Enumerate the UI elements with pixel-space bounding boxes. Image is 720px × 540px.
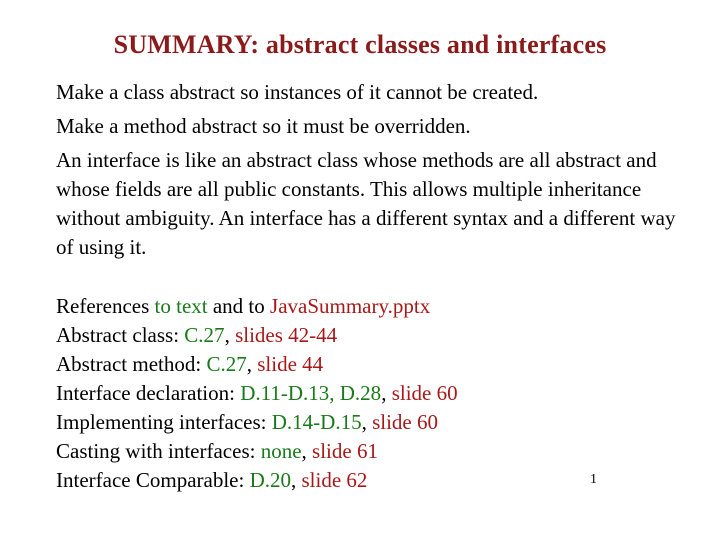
reference-separator: , (301, 439, 313, 463)
slide-title: SUMMARY: abstract classes and interfaces (113, 30, 607, 59)
references-line (56, 292, 696, 321)
reference-label: Implementing interfaces: (56, 410, 272, 434)
reference-text-ref: D.20 (249, 468, 291, 492)
reference-item (56, 350, 696, 379)
reference-slides: slide 60 (372, 410, 439, 434)
reference-slides: slide 62 (301, 468, 368, 492)
references-file: JavaSummary.pptx (270, 294, 431, 318)
paragraph-abstract-class: Make a class abstract so instances of it cannot be created. (56, 80, 539, 104)
reference-label: Interface declaration: (56, 381, 241, 405)
reference-label: Abstract class: (56, 323, 185, 347)
reference-separator: , (291, 468, 302, 492)
reference-item (56, 408, 696, 437)
reference-item (56, 466, 696, 495)
reference-text-ref: D.14-D.15 (271, 410, 362, 434)
references-middle: and to (207, 294, 271, 318)
reference-label: Abstract method: (56, 352, 207, 376)
reference-slides: slides 42-44 (235, 323, 338, 347)
reference-list (56, 321, 696, 495)
reference-label: Interface Comparable: (56, 468, 250, 492)
reference-slides: slide 60 (391, 381, 458, 405)
page-number: 1 (590, 472, 597, 487)
reference-text-ref: C.27 (184, 323, 225, 347)
reference-text-ref: none (260, 439, 302, 463)
reference-text-ref: D.11-D.13, D.28 (240, 381, 382, 405)
reference-item (56, 379, 696, 408)
references-prefix: References (56, 294, 155, 318)
reference-slides: slide 44 (257, 352, 324, 376)
reference-separator: , (224, 323, 236, 347)
references-to-text: to text (154, 294, 208, 318)
paragraph-abstract-method: Make a method abstract so it must be overridden. (56, 114, 471, 138)
reference-item (56, 437, 696, 466)
reference-separator: , (246, 352, 258, 376)
reference-separator: , (381, 381, 392, 405)
paragraph-interface: An interface is like an abstract class whose methods are all abstract and whose fields are all public constants. This allows multiple inheritance without ambiguity. An interface has a different syntax and a different way of using it. (56, 148, 676, 259)
reference-slides: slide 61 (312, 439, 378, 463)
reference-separator: , (361, 410, 373, 434)
reference-item (56, 321, 696, 350)
reference-label: Casting with interfaces: (56, 439, 261, 463)
reference-text-ref: C.27 (206, 352, 247, 376)
slide-body (56, 78, 696, 495)
